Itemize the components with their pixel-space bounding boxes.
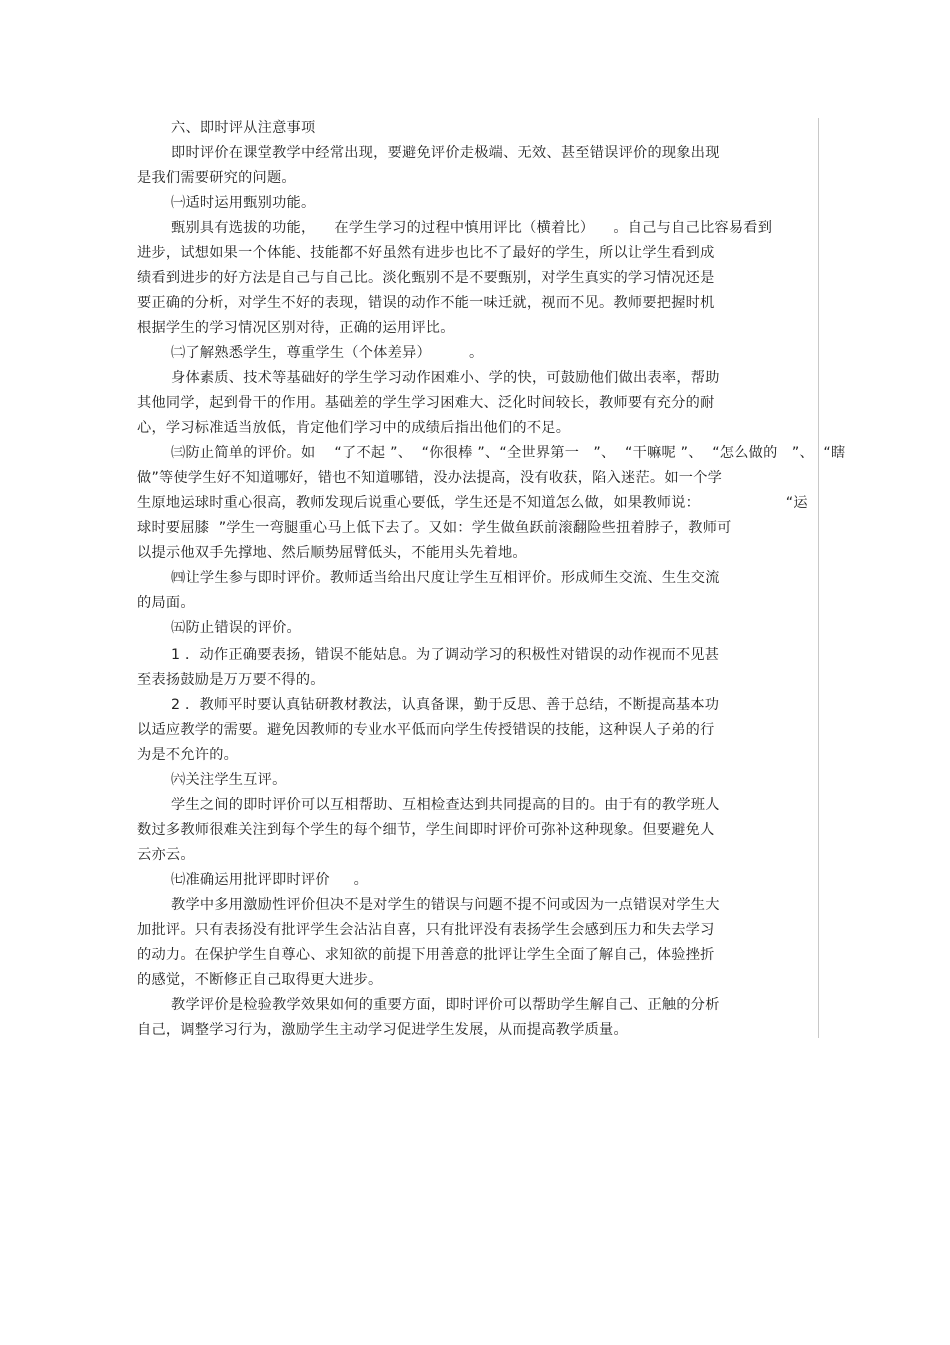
subheading-6: ㈥关注学生互评。 (171, 772, 287, 788)
paragraph-line: 球时要屈膝 ”学生一弯腿重心马上低下去了。又如：学生做鱼跃前滚翻险些扭着脖子，教师可 (137, 520, 732, 536)
subheading-3: ㈢防止简单的评价。如 “了不起 ”、 “你很棒 ”、“全世界第一 ”、 “干嘛呢 ”、 “怎么做的 ”、 “瞎 (171, 445, 846, 461)
paragraph-line: 其他同学，起到骨干的作用。基础差的学生学习困难大、泛化时间较长，教师要有充分的耐 (137, 395, 715, 411)
paragraph-line: 的感觉，不断修正自己取得更大进步。 (137, 972, 383, 988)
section-heading: 六、即时评从注意事项 (171, 120, 316, 136)
subheading-1: ㈠适时运用甄别功能。 (171, 195, 316, 211)
numbered-item-2: 2 ．教师平时要认真钻研教材教法，认真备课，勤于反思、善于总结，不断提高基本功 (171, 697, 720, 713)
paragraph-line: 身体素质、技术等基础好的学生学习动作困难小、学的快，可鼓励他们做出表率，帮助 (171, 370, 720, 386)
paragraph-line: 要正确的分析，对学生不好的表现，错误的动作不能一味迁就，视而不见。教师要把握时机 (137, 295, 715, 311)
paragraph-line: 教学评价是检验教学效果如何的重要方面，即时评价可以帮助学生解自己、正触的分析 (171, 997, 720, 1013)
subheading-4: ㈣让学生参与即时评价。教师适当给出尺度让学生互相评价。形成师生交流、生生交流 (171, 570, 720, 586)
subheading-2: ㈡了解熟悉学生，尊重学生（个体差异） 。 (171, 345, 484, 361)
paragraph-line: 的动力。在保护学生自尊心、求知欲的前提下用善意的批评让学生全面了解自己，体验挫折 (137, 947, 715, 963)
numbered-item-1: 1 ．动作正确要表扬，错误不能姑息。为了调动学习的积极性对错误的动作视而不见甚 (171, 647, 720, 663)
paragraph-line: 自己，调整学习行为，激励学生主动学习促进学生发展，从而提高教学质量。 (137, 1022, 628, 1038)
paragraph-line: 是我们需要研究的问题。 (137, 170, 296, 186)
paragraph-line: 绩看到进步的好方法是自己与自己比。淡化甄别不是不要甄别，对学生真实的学习情况还是 (137, 270, 715, 286)
paragraph-line: 为是不允许的。 (137, 747, 239, 763)
paragraph-line: 以适应教学的需要。避免因教师的专业水平低而向学生传授错误的技能，这种误人子弟的行 (137, 722, 715, 738)
paragraph-line: 数过多教师很难关注到每个学生的每个细节，学生间即时评价可弥补这种现象。但要避免人 (137, 822, 715, 838)
paragraph-line: 甄别具有选拔的功能， 在学生学习的过程中慎用评比（横着比） 。自己与自己比容易看到 (171, 220, 773, 236)
paragraph-line: 以提示他双手先撑地、然后顺势屈臂低头，不能用头先着地。 (137, 545, 527, 561)
paragraph-line: 心，学习标准适当放低，肯定他们学习中的成绩后指出他们的不足。 (137, 420, 571, 436)
paragraph-line: 根据学生的学习情况区别对待，正确的运用评比。 (137, 320, 455, 336)
paragraph-line: 做”等使学生好不知道哪好，错也不知道哪错，没办法提高，没有收获，陷入迷茫。如一个学 (137, 470, 723, 486)
paragraph-line: 进步，试想如果一个体能、技能都不好虽然有进步也比不了最好的学生，所以让学生看到成 (137, 245, 715, 261)
paragraph-line: 加批评。只有表扬没有批评学生会沾沾自喜，只有批评没有表扬学生会感到压力和失去学习 (137, 922, 715, 938)
paragraph-line: 教学中多用激励性评价但决不是对学生的错误与问题不提不问或因为一点错误对学生大 (171, 897, 720, 913)
paragraph-line: 至表扬鼓励是万万要不得的。 (137, 672, 325, 688)
subheading-5: ㈤防止错误的评价。 (171, 620, 301, 636)
paragraph-line: 云亦云。 (137, 847, 195, 863)
paragraph-line: 生原地运球时重心很高，教师发现后说重心要低，学生还是不知道怎么做，如果教师说： “运 (137, 495, 808, 511)
subheading-7: ㈦准确运用批评即时评价 。 (171, 872, 369, 888)
paragraph-line: 即时评价在课堂教学中经常出现，要避免评价走极端、无效、甚至错误评价的现象出现 (171, 145, 720, 161)
paragraph-line: 的局面。 (137, 595, 195, 611)
paragraph-line: 学生之间的即时评价可以互相帮助、互相检查达到共同提高的目的。由于有的教学班人 (171, 797, 720, 813)
